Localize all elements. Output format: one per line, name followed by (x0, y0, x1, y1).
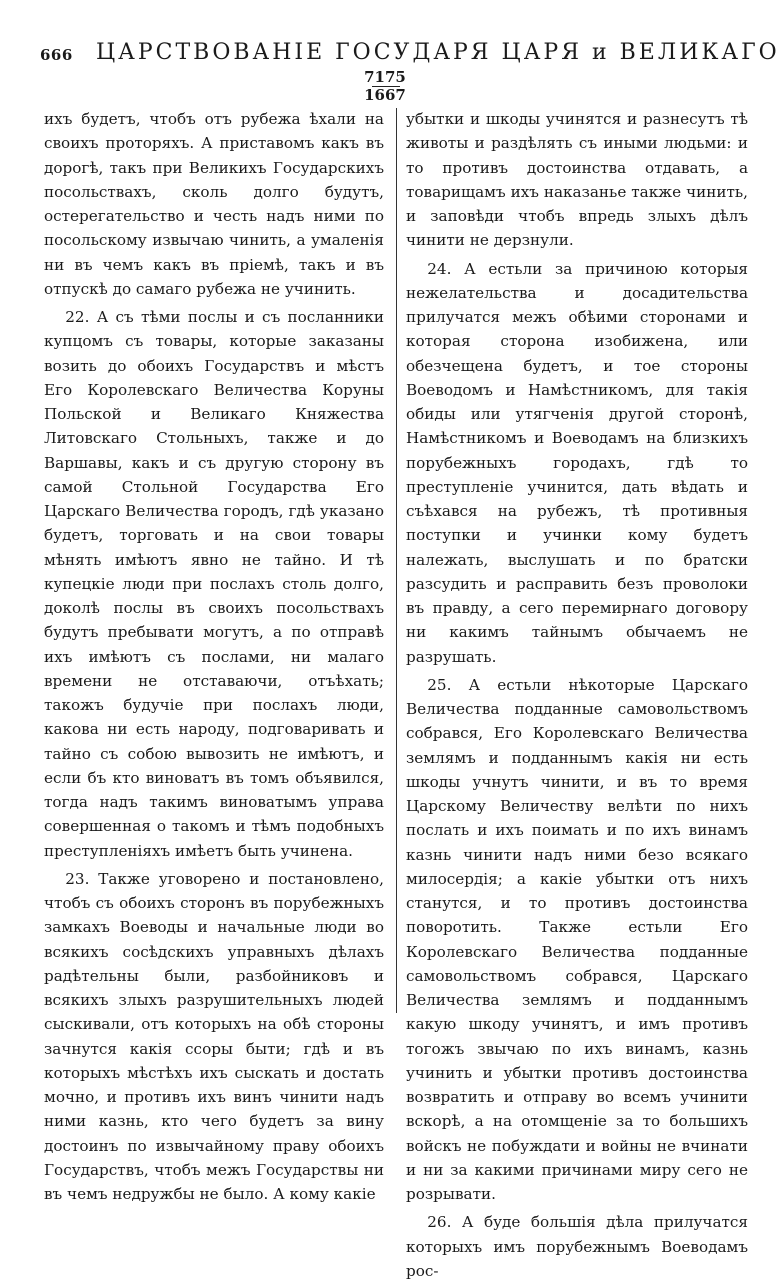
right-column (406, 107, 748, 1287)
paragraph-22: 22. А съ тѣми послы и съ посланники купцомъ съ товары, которые заказаны возить до обоихъ Государствъ и мѣстъ Его Королевскаго Величества Коруны Польской и Великаго Княжества Литовскаго Стольныхъ, также и до Варшавы, какъ и съ другую сторону въ самой Стольной Государства Его Царскаго Величества городъ, гдѣ указано будетъ, торговать и на свои товары мѣнять имѣютъ явно не тайно. И тѣ купецкіе люди при послахъ столь долго, доколѣ послы въ своихъ посольствахъ будутъ пребывати могутъ, а по отправѣ ихъ имѣютъ съ послами, ни малаго времени не отставаючи, отъѣхать; такожъ будучіе при послахъ люди, какова ни есть народу, подговаривать и тайно съ собою вывозить не имѣютъ, и если бъ кто виноватъ въ томъ объявился, тогда надъ такимъ виноватымъ управа совершенная о такомъ и тѣмъ подобныхъ преступленіяхъ имѣетъ быть учинена. (44, 308, 384, 860)
paragraph-continuation: ихъ будетъ, чтобъ отъ рубежа ѣхали на своихъ проторяхъ. А приставомъ какъ въ дорогѣ, такъ при Великихъ Государскихъ посольствахъ, сколь долго будутъ, остерегательство и честь надъ ними по посольскому извычаю чинить, а умаленія ни въ чемъ какъ въ пріемѣ, такъ и въ отпускѣ до самаго рубежа не учинить. (44, 110, 384, 298)
paragraph-26: 26. А буде большія дѣла прилучатся которыхъ имъ порубежнымъ Воеводамъ рос- (406, 1213, 748, 1280)
paragraph-23-continuation: убытки и шкоды учинятся и разнесутъ тѣ животы и раздѣлять съ иными людьми: и то противъ достоинства отдавать, а товарищамъ ихъ наказанье также чинить, и заповѣди чтобъ впредь злыхъ дѣлъ чинити не дерзнули. (406, 110, 748, 250)
paragraph-23: 23. Также уговорено и постановлено, чтобъ съ обоихъ сторонъ въ порубежныхъ замкахъ Воеводы и начальные люди во всякихъ сосѣдскихъ управныхъ дѣлахъ радѣтельны были, разбойниковъ и всякихъ злыхъ разрушительныхъ людей сыскивали, отъ которыхъ на обѣ стороны зачнутся какія ссоры быти; гдѣ и въ которыхъ мѣстѣхъ ихъ сыскать и достать мочно, и противъ ихъ винъ чинити надъ ними казнь, кто чего будетъ за вину достоинъ по извычайному праву обоихъ Государствъ, чтобъ межъ Государствы ни въ чемъ недружбы не было. А кому какіе (44, 869, 384, 1203)
year-top: 7175 (364, 68, 406, 86)
page-number: 666 (40, 46, 73, 64)
paragraph-25: 25. А естьли нѣкоторые Царскаго Величества подданные самовольствомъ собрався, Его Королевскаго Величества землямъ и подданнымъ какія ни есть шкоды учнутъ чинити, и въ то время Царскому Величеству велѣти по нихъ послать и ихъ поимать и по ихъ винамъ казнь чинити надъ ними безо всякаго милосердія; а какіе убытки отъ нихъ станутся, и то противъ достоинства поворотить. Также естьли Его Королевскаго Величества подданные самовольствомъ собрався, Царскаго Величества землямъ и подданнымъ какую шкоду учинятъ, и имъ противъ тогожъ звычаю по ихъ винамъ, казнь учинить и убытки противъ достоинства возвратить и отправу во всемъ учинити вскорѣ, а на отомщеніе за то большихъ войскъ не побуждати и войны не вчинати и ни за какими причинами миру сего не розрывати. (406, 675, 748, 1203)
paragraph-24: 24. А естьли за причиною которыя нежелательства и досадительства прилучатся межъ обѣими сторонами и которая сторона изобижена, или обезчещена будетъ, и тое стороны Воеводомъ и Намѣстникомъ, для такія обиды или утягченія другой сторонѣ, Намѣстникомъ и Воеводамъ на близкихъ порубежныхъ городахъ, гдѣ то преступленіе учинится, дать вѣдать и съѣхався на рубежъ, тѣ противныя поступки и учинки кому будетъ належать, выслушать и по братски разсудить и расправить безъ проволоки въ правду, а сего перемирнаго договору ни какимъ тайнымъ обычаемъ не разрушать. (406, 259, 748, 666)
left-column (44, 107, 384, 1210)
running-title: ЦАРСТВОВАНІЕ ГОСУДАРЯ ЦАРЯ и ВЕЛИКАГО (96, 40, 780, 65)
column-divider (396, 108, 397, 1013)
year-bottom: 1667 (364, 86, 406, 104)
